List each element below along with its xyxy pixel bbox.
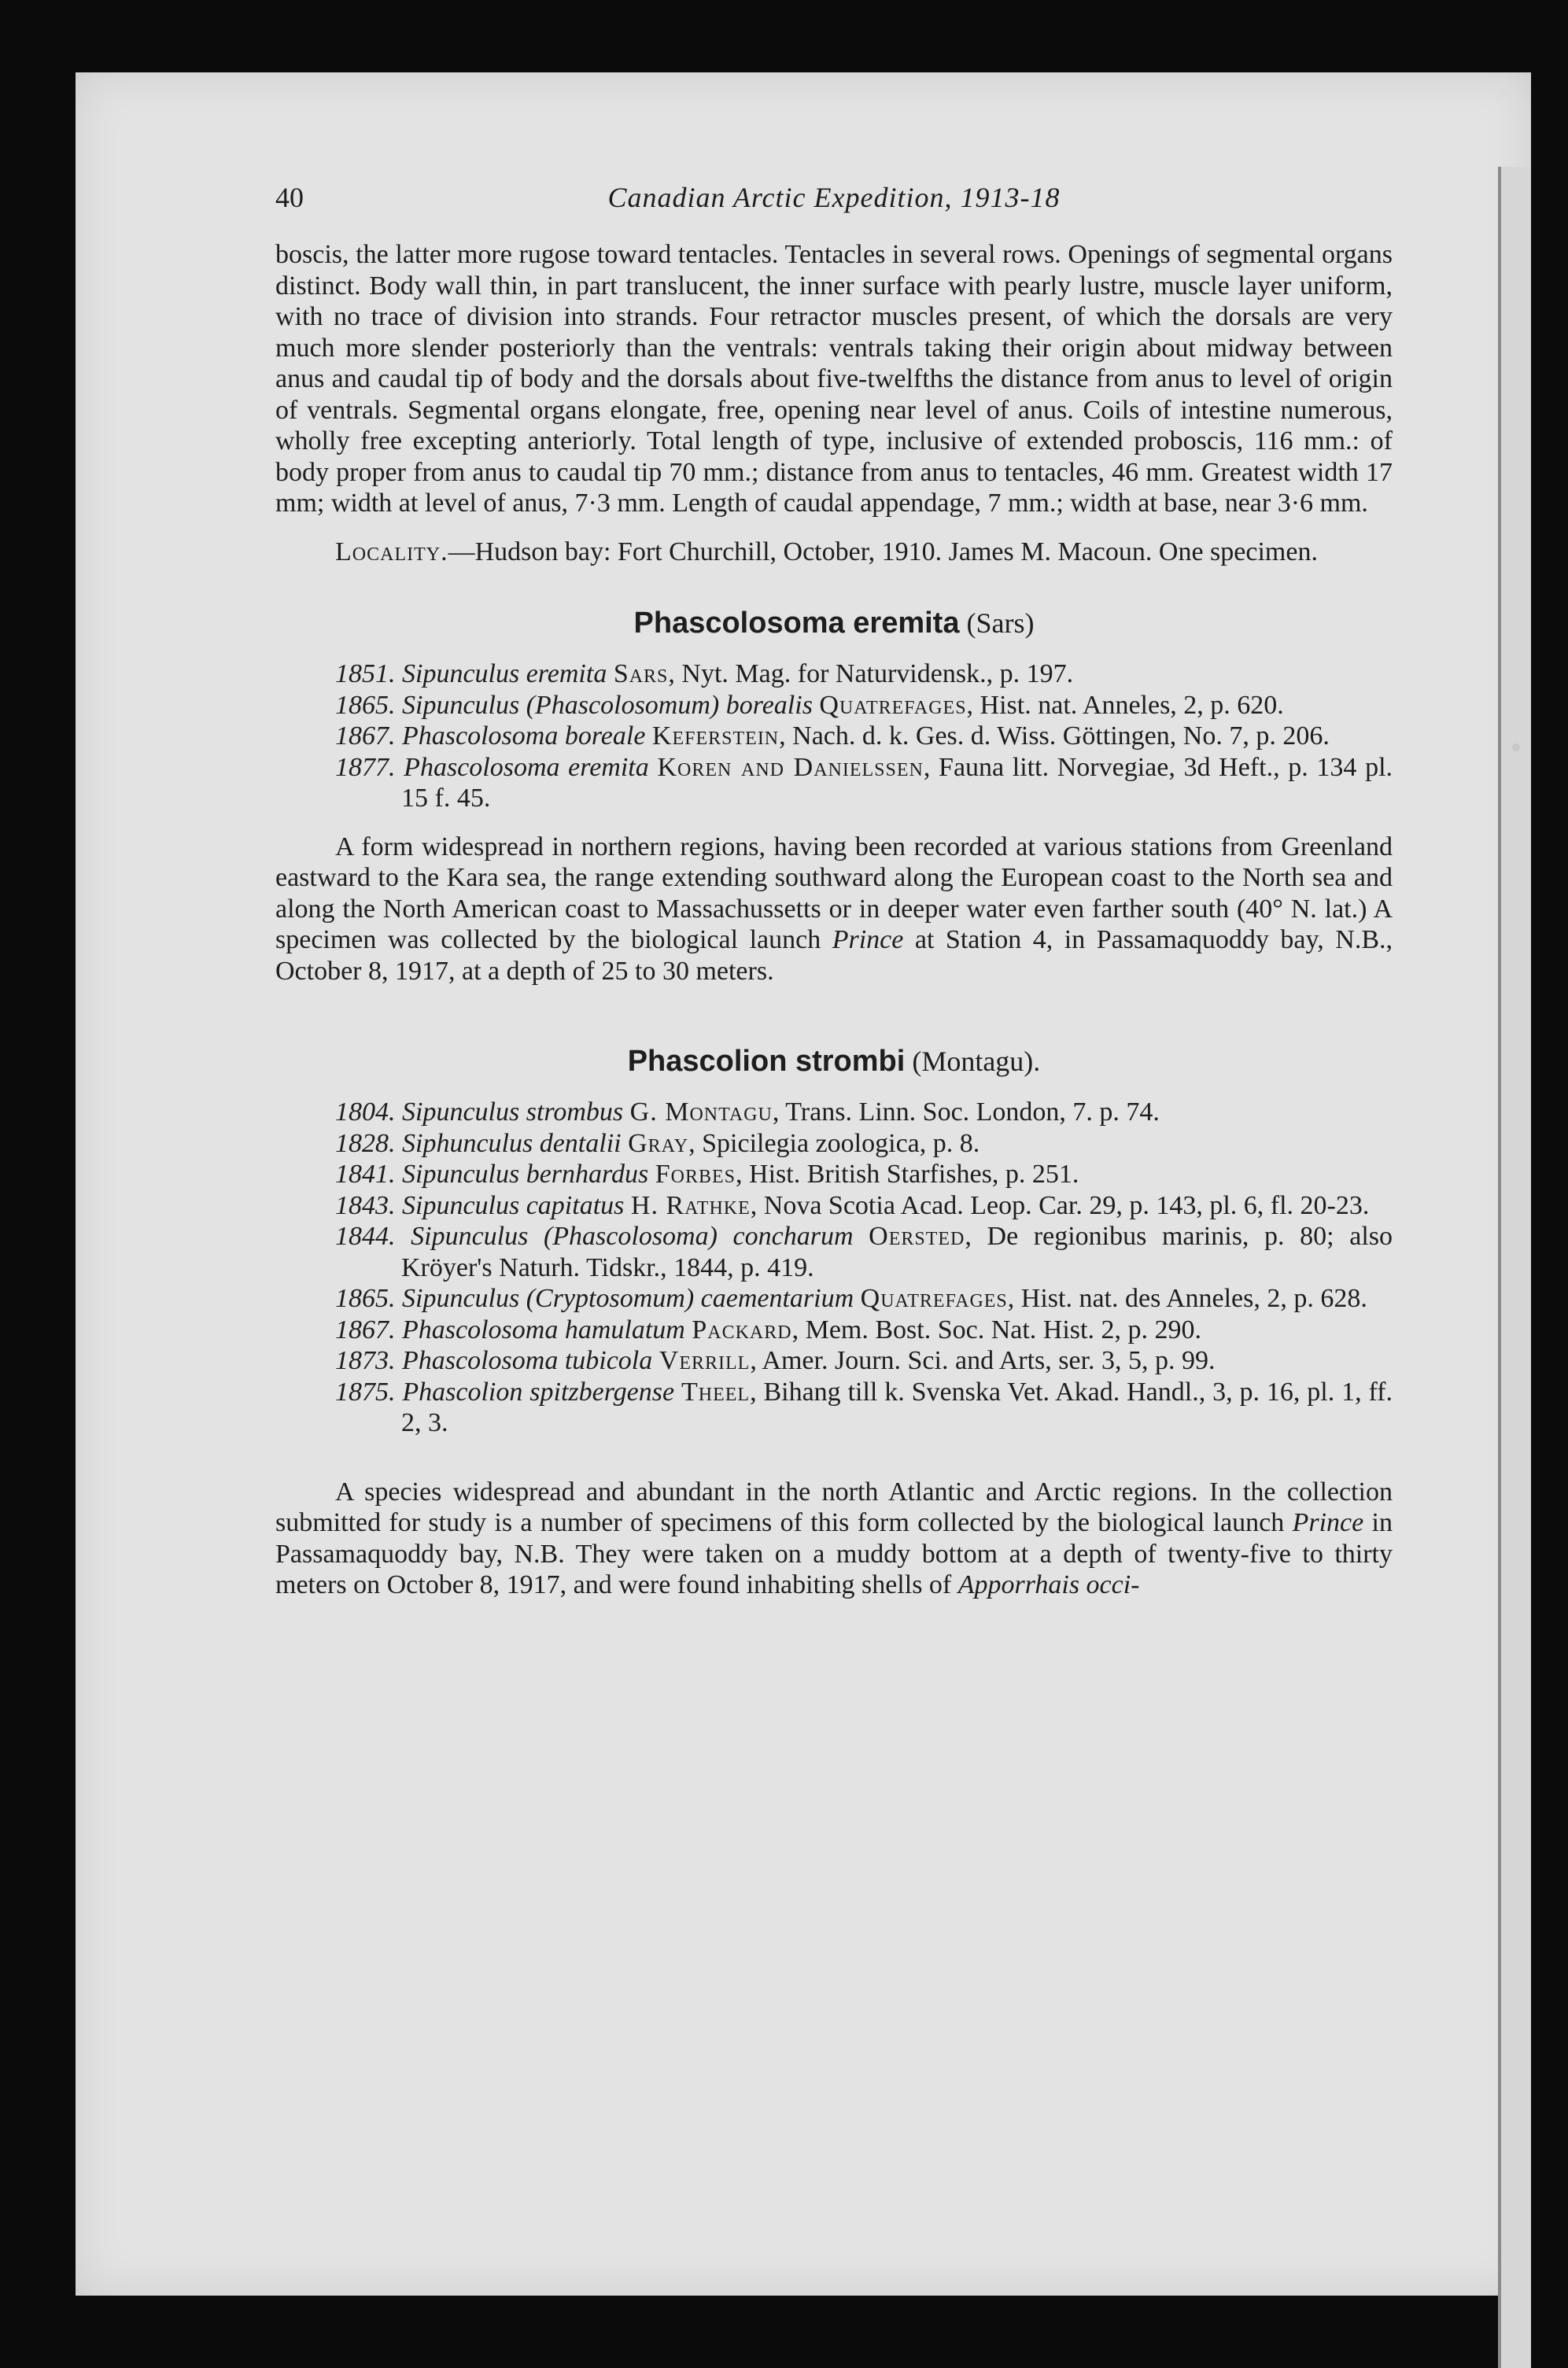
entry-author: Keferstein [651,721,780,751]
page-number: 40 [275,182,304,213]
discussion-text: at Station 4, in Passamaquoddy bay, N.B., October 8, 1917, at a depth of 25 to 30 meters. [275,925,1393,986]
entry-citation: , Fauna litt. Norvegiae, 3d Heft., p. 134 pl. 15 f. 45. [401,752,1393,813]
taxon-name: Apporrhais occi- [957,1570,1140,1599]
discussion-paragraph-2 [275,1477,1393,1601]
page-content [275,183,1393,1601]
vessel-name: Prince [1292,1508,1364,1537]
entry-year: 1851. [335,659,396,688]
entry-taxon: Sipunculus (Phascolosoma) concharum [411,1222,854,1251]
running-title: Canadian Arctic Expedition, 1913-18 [607,182,1061,213]
synonymy-entry [275,690,1393,721]
synonymy-list-1 [275,658,1393,814]
entry-author: G. Montagu [629,1097,773,1127]
synonymy-entry [275,1315,1393,1346]
entry-year: 1873. [335,1346,396,1375]
entry-author: Quatrefages [819,690,967,720]
entry-taxon: Phascolosoma tubicola [402,1346,653,1375]
entry-author: Forbes [655,1160,736,1189]
locality-label: Locality. [335,537,448,566]
species-heading-1 [275,605,1393,641]
entry-taxon: Sipunculus capitatus [402,1190,625,1220]
entry-citation: , De regionibus marinis, p. 80; also Kröyer's Naturh. Tidskr., 1844, p. 419. [401,1222,1393,1282]
running-header [275,183,1393,216]
entry-taxon: Phascolosoma boreale [402,721,646,751]
entry-citation: , Nach. d. k. Ges. d. Wiss. Göttingen, No. 7, p. 206. [779,721,1330,751]
locality-text: —Hudson bay: Fort Churchill, October, 1910. James M. Macoun. One specimen. [448,537,1318,566]
entry-author: Quatrefages [860,1284,1008,1313]
synonymy-entry [275,1283,1393,1315]
entry-year: 1804. [335,1097,396,1127]
synonymy-entry [275,752,1393,814]
synonymy-entry [275,658,1393,690]
entry-citation: , Hist. nat. des Anneles, 2, p. 628. [1007,1284,1367,1313]
discussion-paragraph-1 [275,832,1393,987]
entry-taxon: Sipunculus (Phascolosomum) borealis [402,690,813,720]
entry-year: 1841. [335,1160,396,1189]
species-name: Phascolosoma eremita [633,607,960,640]
synonymy-entry [275,1377,1393,1439]
entry-citation: , Nova Scotia Acad. Leop. Car. 29, p. 143, pl. 6, fl. 20-23. [750,1190,1370,1220]
entry-taxon: Sipunculus bernhardus [402,1160,649,1189]
entry-citation: , Amer. Journ. Sci. and Arts, ser. 3, 5, p. 99. [750,1346,1216,1375]
adjacent-page-edge [1498,167,1531,2368]
entry-citation: , Hist. British Starfishes, p. 251. [736,1160,1079,1189]
synonymy-entry [275,1097,1393,1128]
species-authority: (Sars) [966,607,1035,639]
entry-year: 1828. [335,1128,396,1158]
entry-taxon: Sipunculus strombus [402,1097,624,1127]
discussion-text: A form widespread in northern regions, having been recorded at various stations from Greenland eastward to the Kara sea, the range extending southward along the European coast to the North sea and along the North American coast to Massachussetts or in deeper water even farther south (40° N. lat.) A specimen was collected by the biological launch [275,832,1393,954]
entry-taxon: Phascolion spitzbergense [402,1377,675,1407]
entry-taxon: Phascolosoma eremita [404,752,649,782]
synonymy-list-2 [275,1097,1393,1439]
entry-author: Koren and Danielssen [657,752,924,782]
description-paragraph: boscis, the latter more rugose toward tentacles. Tentacles in several rows. Openings of segmental organs distinct. Body wall thin, in part translucent, the inner surface with pearly lustre, muscle layer uniform, with no trace of division into strands. Four retractor muscles present, of which the dorsals are very much more slender posteriorly than the ventrals: ventrals taking their origin about midway between anus and caudal tip of body and the dorsals about five-twelfths the distance from anus to level of origin of ventrals. Segmental organs elongate, free, opening near level of anus. Coils of intestine numerous, wholly free excepting anteriorly. Total length of type, inclusive of extended proboscis, 116 mm.: of body proper from anus to caudal tip 70 mm.; distance from anus to tentacles, 46 mm. Greatest width 17 mm; width at level of anus, 7·3 mm. Length of caudal appendage, 7 mm.; width at base, near 3·6 mm. [275,240,1393,518]
entry-citation: , Trans. Linn. Soc. London, 7. p. 74. [772,1097,1160,1127]
synonymy-entry [275,1221,1393,1283]
entry-year: 1843. [335,1190,396,1220]
entry-citation: , Mem. Bost. Soc. Nat. Hist. 2, p. 290. [791,1315,1201,1344]
discussion-text: A species widespread and abundant in the north Atlantic and Arctic regions. In the collection submitted for study is a number of specimens of this form collected by the biological launch [275,1477,1393,1537]
scan-speck [1512,743,1520,751]
entry-taxon: Sipunculus (Cryptosomum) caementarium [402,1284,854,1313]
entry-year: 1867. [335,1315,396,1344]
species-name: Phascolion strombi [627,1045,906,1078]
entry-author: Gray [628,1128,689,1158]
entry-taxon: Siphunculus dentalii [402,1128,622,1158]
locality-paragraph [275,537,1393,568]
entry-year: 1867. [335,721,396,751]
entry-year: 1844. [335,1222,396,1251]
synonymy-entry [275,721,1393,752]
entry-author: Sars [613,659,669,688]
discussion-text: in Passamaquoddy bay, N.B. They were taken on a muddy bottom at a depth of twenty-five to thirty meters on October 8, 1917, and were found inhabiting shells of [275,1508,1393,1599]
entry-citation: , Bihang till k. Svenska Vet. Akad. Handl., 3, p. 16, pl. 1, ff. 2, 3. [401,1377,1393,1437]
entry-taxon: Sipunculus eremita [402,659,607,688]
entry-author: Theel [681,1377,751,1407]
synonymy-entry [275,1128,1393,1160]
entry-author: Packard [692,1315,792,1344]
entry-author: H. Rathke [630,1190,751,1220]
synonymy-entry [275,1190,1393,1222]
entry-year: 1865. [335,1284,396,1313]
entry-author: Oersted [869,1222,965,1251]
entry-year: 1865. [335,690,396,720]
synonymy-entry [275,1159,1393,1190]
species-heading-2 [275,1043,1393,1079]
vessel-name: Prince [832,925,904,954]
entry-citation: , Hist. nat. Anneles, 2, p. 620. [966,690,1284,720]
entry-year: 1877. [335,752,396,782]
entry-year: 1875. [335,1377,396,1407]
species-authority: (Montagu). [912,1046,1041,1077]
entry-author: Verrill [659,1346,751,1375]
synonymy-entry [275,1345,1393,1377]
entry-taxon: Phascolosoma hamulatum [402,1315,685,1344]
entry-citation: , Spicilegia zoologica, p. 8. [688,1128,980,1158]
entry-citation: , Nyt. Mag. for Naturvidensk., p. 197. [668,659,1074,688]
